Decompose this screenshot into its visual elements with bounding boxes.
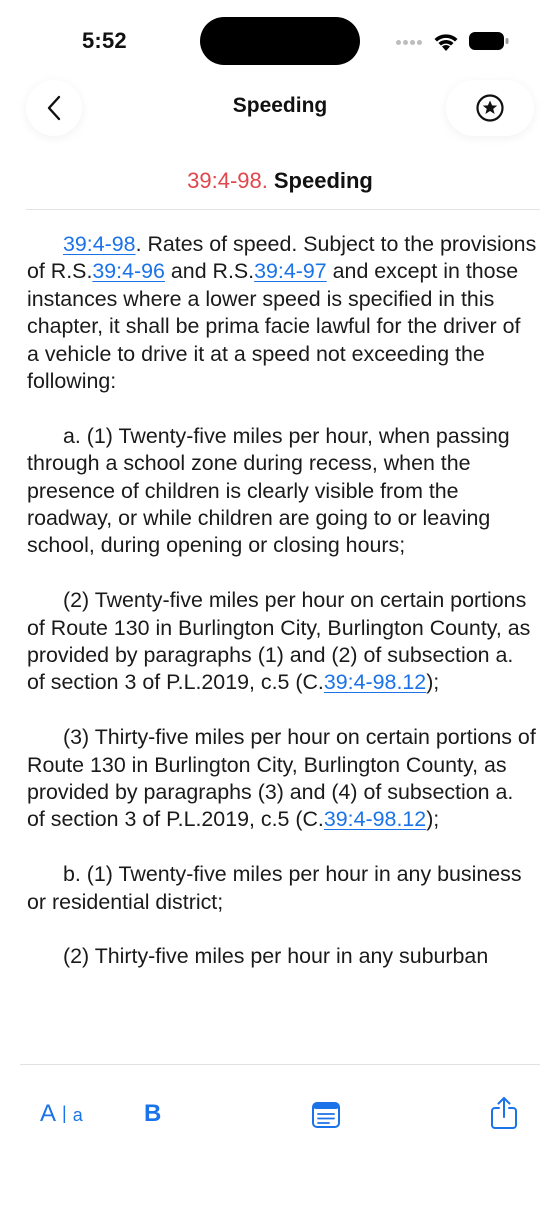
battery-icon xyxy=(468,30,510,52)
intro-text-1: . Rates of speed. Subject to the provisions of R.S. xyxy=(27,232,537,284)
cellular-signal-icon xyxy=(396,40,426,46)
cross-ref-link-39-4-98-12[interactable]: 39:4-98.12 xyxy=(323,807,427,832)
star-circle-icon xyxy=(475,93,505,123)
favorite-button[interactable] xyxy=(446,80,534,136)
font-size-small-label: a xyxy=(72,1105,83,1125)
wifi-icon xyxy=(432,30,460,52)
paragraph-a3-text: (3) Thirty-five miles per hour on certain portions of Route 130 in Burlington City, Burlington County, as provided by paragraphs (3) and (4) of subsection a. of section 3 of P.L.2019, c.5 (C. xyxy=(27,725,536,832)
cross-ref-link-39-4-97[interactable]: 39:4-97 xyxy=(254,259,327,284)
share-icon[interactable] xyxy=(489,1096,519,1130)
status-time: 5:52 xyxy=(82,28,127,53)
section-name: Speeding xyxy=(273,168,373,193)
paragraph-a2 xyxy=(27,587,537,697)
reader-icon[interactable] xyxy=(311,1100,341,1130)
paragraph-a3 xyxy=(27,724,537,834)
bold-button[interactable]: B xyxy=(144,1100,162,1127)
font-size-large-label: A xyxy=(40,1100,57,1127)
cross-ref-link-39-4-96[interactable]: 39:4-96 xyxy=(92,259,165,284)
bottom-toolbar xyxy=(0,1090,560,1140)
statute-text xyxy=(27,231,537,1057)
status-bar xyxy=(0,0,560,80)
paragraph-b1: b. (1) Twenty-five miles per hour in any business or residential district; xyxy=(27,862,522,914)
toolbar-divider xyxy=(20,1064,540,1065)
paragraph-intro xyxy=(27,231,537,395)
paragraph-b2: (2) Thirty-five miles per hour in any suburban xyxy=(63,944,489,969)
intro-text-2: and R.S. xyxy=(164,259,255,284)
dynamic-island xyxy=(200,17,360,65)
nav-title: Speeding xyxy=(232,94,328,117)
paragraph-a3-end: ); xyxy=(426,807,440,832)
font-size-separator: | xyxy=(62,1103,67,1123)
section-number: 39:4-98. xyxy=(187,168,268,193)
cross-ref-link-39-4-98-12[interactable]: 39:4-98.12 xyxy=(323,670,427,695)
section-ref-link[interactable]: 39:4-98 xyxy=(63,232,136,256)
heading-divider xyxy=(26,209,540,210)
intro-text-3: and except in those instances where a lower speed is specified in this chapter, it shall be prima facie lawful for the driver of a vehicle to drive it at a speed not exceeding the following: xyxy=(27,259,521,394)
paragraph-a2-end: ); xyxy=(426,670,440,695)
paragraph-a2-text: (2) Twenty-five miles per hour on certain portions of Route 130 in Burlington City, Burlington County, as provided by paragraphs (1) and (2) of subsection a. of section 3 of P.L.2019, c.5 (C. xyxy=(27,588,531,695)
font-size-button[interactable] xyxy=(40,1100,83,1128)
nav-header xyxy=(0,78,560,138)
section-heading xyxy=(0,168,560,194)
paragraph-a1: a. (1) Twenty-five miles per hour, when passing through a school zone during recess, when the presence of children is clearly visible from the roadway, or while children are going to or leaving school, during opening or closing hours; xyxy=(27,423,510,558)
